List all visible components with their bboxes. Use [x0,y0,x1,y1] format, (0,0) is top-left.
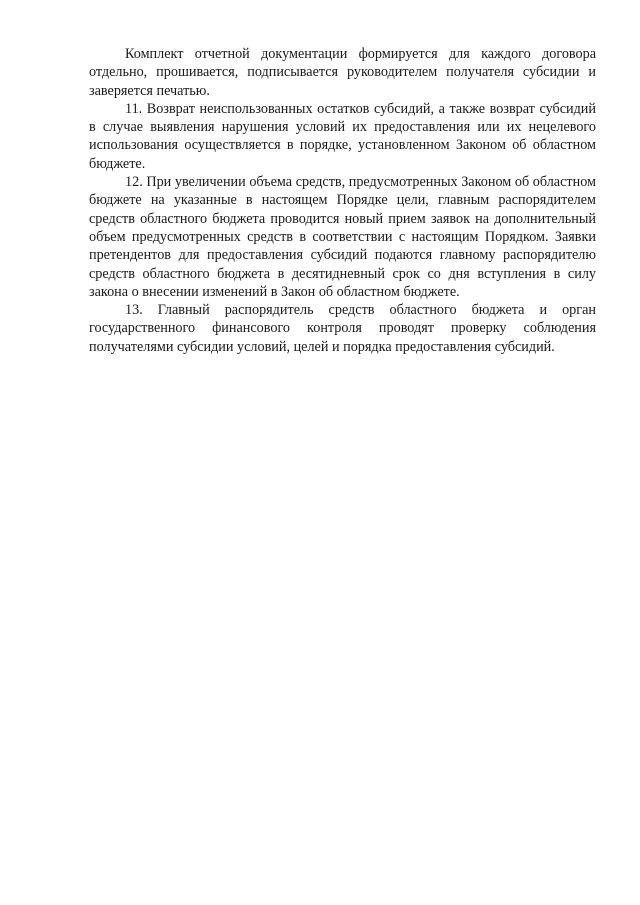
paragraph-12-additional-applications: 12. При увеличении объема средств, предусмотренных Законом об областном бюджете на указанные в настоящем Порядке цели, главным распорядителем средств областного бюджета проводится новый прием заявок на дополнительный объем предусмотренных средств в соответствии с настоящим Порядком. Заявки претендентов для предоставления субсидий подаются главному распорядителю средств областного бюджета в десятидневный срок со дня вступления в силу закона о внесении изменений в Закон об областном бюджете. [89,174,596,300]
paragraph-11-subsidy-return: 11. Возврат неиспользованных остатков субсидий, а также возврат субсидий в случае выявления нарушения условий их предоставления или их нецелевого использования осуществляется в порядке, установленном Законом об областном бюджете. [89,100,596,172]
paragraph-13-compliance-check: 13. Главный распорядитель средств областного бюджета и орган государственного финансового контроля проводят проверку соблюдения получателями субсидии условий, целей и порядка предоставления субсидий. [89,302,596,355]
document-body [89,45,596,356]
paragraph-report-documentation: Комплект отчетной документации формируется для каждого договора отдельно, прошивается, подписывается руководителем получателя субсидии и заверяется печатью. [89,46,596,99]
